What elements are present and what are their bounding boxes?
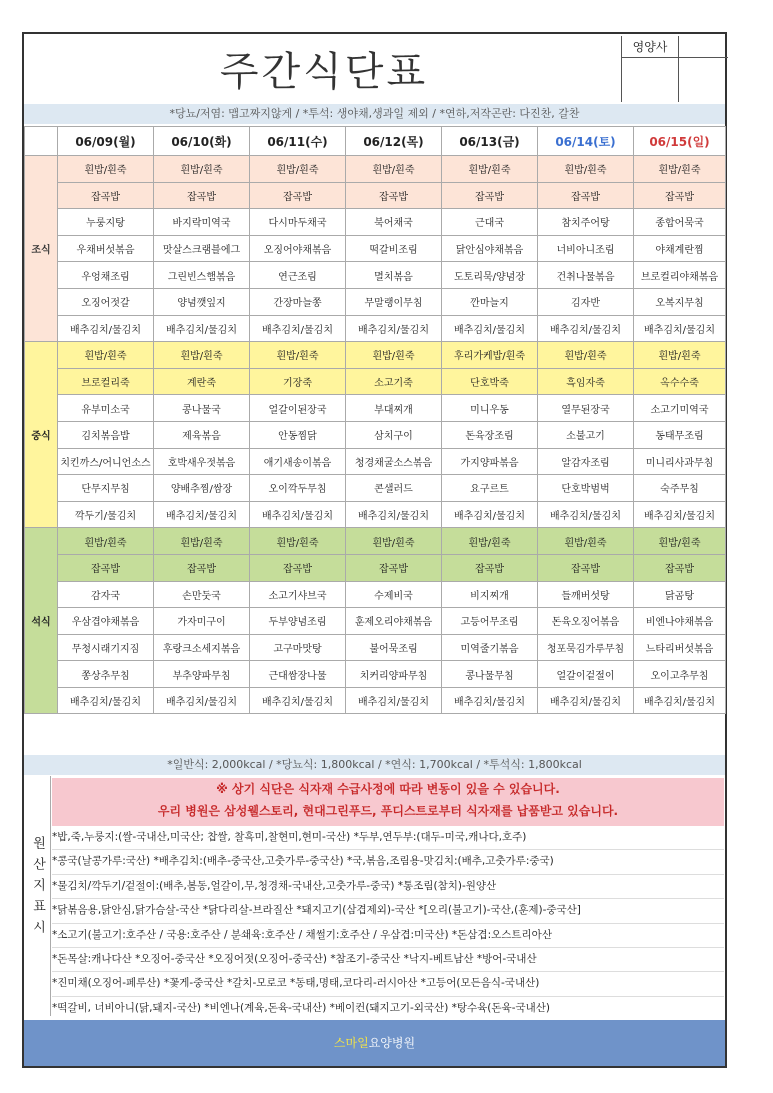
menu-cell: 청경채굴소스볶음 bbox=[346, 448, 442, 475]
origin-section bbox=[24, 776, 725, 1016]
menu-row bbox=[25, 235, 726, 262]
origin-line: *떡갈비, 너비아니(닭,돼지-국산) *비엔나(계육,돈육-국내산) *베이컨(돼지고기-외국산) *탕수육(돈육-국내산) bbox=[52, 997, 724, 1021]
menu-cell: 참치주어탕 bbox=[538, 209, 634, 236]
menu-cell: 배추김치/물김치 bbox=[154, 315, 250, 342]
menu-row bbox=[25, 288, 726, 315]
menu-row bbox=[25, 156, 726, 183]
menu-cell: 누룽지탕 bbox=[58, 209, 154, 236]
menu-row bbox=[25, 209, 726, 236]
menu-cell: 배추김치/물김치 bbox=[538, 687, 634, 714]
menu-cell: 손만둣국 bbox=[154, 581, 250, 608]
day-header: 06/11(수) bbox=[250, 127, 346, 156]
menu-cell: 단무지무침 bbox=[58, 475, 154, 502]
menu-row bbox=[25, 448, 726, 475]
menu-cell: 후랑크소세지볶음 bbox=[154, 634, 250, 661]
menu-row bbox=[25, 315, 726, 342]
menu-cell: 연근조림 bbox=[250, 262, 346, 289]
menu-row bbox=[25, 634, 726, 661]
menu-cell: 비엔나야채볶음 bbox=[634, 608, 726, 635]
menu-cell: 단호박죽 bbox=[442, 368, 538, 395]
menu-row bbox=[25, 395, 726, 422]
menu-cell: 잡곡밥 bbox=[250, 554, 346, 581]
menu-cell: 잡곡밥 bbox=[346, 554, 442, 581]
menu-cell: 소고기미역국 bbox=[634, 395, 726, 422]
menu-cell: 흰밥/흰죽 bbox=[250, 156, 346, 183]
origin-line: *돈목살:캐나다산 *오징어-중국산 *오징어젓(오징어-중국산) *참조기-중국산 *낙지-베트남산 *방어-국내산 bbox=[52, 948, 724, 972]
origin-lines bbox=[52, 826, 724, 1046]
day-header: 06/10(화) bbox=[154, 127, 250, 156]
menu-cell: 가지양파볶음 bbox=[442, 448, 538, 475]
day-header: 06/12(목) bbox=[346, 127, 442, 156]
menu-cell: 미니우동 bbox=[442, 395, 538, 422]
menu-cell: 미니리사과무침 bbox=[634, 448, 726, 475]
origin-line: *닭볶음용,닭안심,닭가슴살-국산 *닭다리살-브라질산 *돼지고기(삼겹제외)-국산 *[오리(불고기)-국산,(훈제)-중국산] bbox=[52, 899, 724, 923]
menu-row bbox=[25, 608, 726, 635]
menu-row bbox=[25, 501, 726, 528]
menu-row bbox=[25, 342, 726, 369]
menu-cell: 흰밥/흰죽 bbox=[58, 156, 154, 183]
menu-cell: 배추김치/물김치 bbox=[442, 315, 538, 342]
menu-cell: 배추김치/물김치 bbox=[154, 687, 250, 714]
menu-cell: 배추김치/물김치 bbox=[154, 501, 250, 528]
menu-cell: 배추김치/물김치 bbox=[442, 687, 538, 714]
menu-cell: 오징어젓갈 bbox=[58, 288, 154, 315]
menu-cell: 훈제오리야채볶음 bbox=[346, 608, 442, 635]
menu-cell: 배추김치/물김치 bbox=[250, 501, 346, 528]
menu-cell: 배추김치/물김치 bbox=[250, 315, 346, 342]
menu-cell: 오이고추무침 bbox=[634, 661, 726, 688]
menu-cell: 잡곡밥 bbox=[442, 554, 538, 581]
menu-cell: 맛살스크램블에그 bbox=[154, 235, 250, 262]
menu-sheet bbox=[22, 32, 727, 1068]
menu-cell: 계란죽 bbox=[154, 368, 250, 395]
menu-cell: 배추김치/물김치 bbox=[346, 315, 442, 342]
menu-cell: 흰밥/흰죽 bbox=[634, 342, 726, 369]
menu-cell: 감자국 bbox=[58, 581, 154, 608]
menu-cell: 흰밥/흰죽 bbox=[538, 156, 634, 183]
menu-cell: 삼치구이 bbox=[346, 421, 442, 448]
menu-cell: 알감자조림 bbox=[538, 448, 634, 475]
menu-cell: 배추김치/물김치 bbox=[538, 315, 634, 342]
menu-cell: 흰밥/흰죽 bbox=[634, 156, 726, 183]
menu-cell: 소고기샤브국 bbox=[250, 581, 346, 608]
menu-cell: 잡곡밥 bbox=[58, 554, 154, 581]
menu-cell: 닭안심야채볶음 bbox=[442, 235, 538, 262]
menu-cell: 근대국 bbox=[442, 209, 538, 236]
menu-cell: 흰밥/흰죽 bbox=[442, 156, 538, 183]
menu-cell: 오징어야채볶음 bbox=[250, 235, 346, 262]
signature-cell bbox=[679, 36, 728, 58]
menu-cell: 동태무조림 bbox=[634, 421, 726, 448]
menu-cell: 돈육오징어볶음 bbox=[538, 608, 634, 635]
menu-cell: 흰밥/흰죽 bbox=[634, 528, 726, 555]
menu-cell: 잡곡밥 bbox=[250, 182, 346, 209]
menu-cell: 배추김치/물김치 bbox=[250, 687, 346, 714]
menu-cell: 흰밥/흰죽 bbox=[442, 528, 538, 555]
meal-label: 중식 bbox=[25, 342, 58, 528]
menu-cell: 요구르트 bbox=[442, 475, 538, 502]
menu-cell: 미역줄기볶음 bbox=[442, 634, 538, 661]
menu-cell: 고등어무조림 bbox=[442, 608, 538, 635]
menu-cell: 흑임자죽 bbox=[538, 368, 634, 395]
menu-row bbox=[25, 262, 726, 289]
lunch-section bbox=[25, 342, 726, 528]
origin-line: *밥,죽,누룽지:(쌀-국내산,미국산; 찹쌀, 찰흑미,찰현미,현미-국산) *두부,연두부:(대두-미국,캐나다,호주) bbox=[52, 826, 724, 850]
menu-cell: 배추김치/물김치 bbox=[58, 315, 154, 342]
origin-label-text: 원산지표시 bbox=[30, 836, 45, 941]
menu-cell: 오복지무침 bbox=[634, 288, 726, 315]
weekly-menu-table bbox=[24, 126, 726, 714]
menu-cell: 무말랭이무침 bbox=[346, 288, 442, 315]
menu-cell: 느타리버섯볶음 bbox=[634, 634, 726, 661]
menu-cell: 브로컬리야채볶음 bbox=[634, 262, 726, 289]
menu-cell: 콩나물국 bbox=[154, 395, 250, 422]
page-title: 주간식단표 bbox=[219, 49, 429, 95]
menu-cell: 쫑상추무침 bbox=[58, 661, 154, 688]
menu-cell: 배추김치/물김치 bbox=[634, 501, 726, 528]
menu-cell: 깍두기/물김치 bbox=[58, 501, 154, 528]
menu-cell: 수제비국 bbox=[346, 581, 442, 608]
menu-row bbox=[25, 554, 726, 581]
menu-cell: 열무된장국 bbox=[538, 395, 634, 422]
menu-cell: 흰밥/흰죽 bbox=[346, 342, 442, 369]
menu-cell: 흰밥/흰죽 bbox=[58, 528, 154, 555]
menu-cell: 잡곡밥 bbox=[538, 554, 634, 581]
menu-cell: 잡곡밥 bbox=[154, 182, 250, 209]
menu-cell: 기장죽 bbox=[250, 368, 346, 395]
breakfast-section bbox=[25, 156, 726, 342]
menu-cell: 후리가케밥/흰죽 bbox=[442, 342, 538, 369]
menu-cell: 배추김치/물김치 bbox=[346, 687, 442, 714]
diet-notice: *당뇨/저염: 맵고짜지않게 / *투석: 생야채,생과일 제외 / *연하,저작곤란: 다진찬, 갈찬 bbox=[24, 104, 725, 124]
menu-cell: 부추양파무침 bbox=[154, 661, 250, 688]
menu-cell: 근대쌈장나물 bbox=[250, 661, 346, 688]
day-header: 06/09(월) bbox=[58, 127, 154, 156]
day-header-row bbox=[25, 127, 726, 156]
menu-cell: 깐마늘지 bbox=[442, 288, 538, 315]
menu-cell: 김자반 bbox=[538, 288, 634, 315]
menu-cell: 콘샐러드 bbox=[346, 475, 442, 502]
menu-cell: 소고기죽 bbox=[346, 368, 442, 395]
menu-row bbox=[25, 581, 726, 608]
menu-cell: 불어묵조림 bbox=[346, 634, 442, 661]
menu-cell: 돈육장조림 bbox=[442, 421, 538, 448]
warning-line: ※ 상기 식단은 식자재 수급사정에 따라 변동이 있을 수 있습니다. bbox=[216, 782, 560, 796]
menu-cell: 호박새우젓볶음 bbox=[154, 448, 250, 475]
menu-cell: 배추김치/물김치 bbox=[442, 501, 538, 528]
menu-cell: 가자미구이 bbox=[154, 608, 250, 635]
menu-cell: 배추김치/물김치 bbox=[634, 687, 726, 714]
menu-cell: 흰밥/흰죽 bbox=[538, 342, 634, 369]
menu-cell: 잡곡밥 bbox=[538, 182, 634, 209]
menu-cell: 옥수수죽 bbox=[634, 368, 726, 395]
menu-cell: 배추김치/물김치 bbox=[58, 687, 154, 714]
menu-cell: 야채계란찜 bbox=[634, 235, 726, 262]
menu-cell: 흰밥/흰죽 bbox=[538, 528, 634, 555]
meal-label: 조식 bbox=[25, 156, 58, 342]
day-header: 06/13(금) bbox=[442, 127, 538, 156]
menu-cell: 안동찜닭 bbox=[250, 421, 346, 448]
menu-cell: 흰밥/흰죽 bbox=[154, 342, 250, 369]
menu-cell: 흰밥/흰죽 bbox=[154, 528, 250, 555]
origin-line: *물김치/깍두기/겉절이:(배추,봄동,얼갈이,무,청경채-국내산,고춧가루-중국) *통조림(참치)-원양산 bbox=[52, 875, 724, 899]
menu-cell: 우엉채조림 bbox=[58, 262, 154, 289]
menu-cell: 양배추찜/쌈장 bbox=[154, 475, 250, 502]
signature-cell bbox=[622, 58, 679, 102]
origin-line: *진미채(오징어-페루산) *꽃게-중국산 *갈치-모로코 *동태,명태,코다리-러시아산 *고등어(모든음식-국내산) bbox=[52, 972, 724, 996]
menu-cell: 우삼겹야채볶음 bbox=[58, 608, 154, 635]
menu-cell: 닭곰탕 bbox=[634, 581, 726, 608]
brand-rest: 요양병원 bbox=[368, 1036, 416, 1050]
menu-cell: 간장마늘쫑 bbox=[250, 288, 346, 315]
warning-line: 우리 병원은 삼성웰스토리, 현대그린푸드, 푸디스트로부터 식자재를 납품받고 있습니다. bbox=[157, 804, 619, 818]
menu-cell: 김치볶음밥 bbox=[58, 421, 154, 448]
menu-cell: 바지락미역국 bbox=[154, 209, 250, 236]
dinner-section bbox=[25, 528, 726, 714]
menu-cell: 무청시래기지짐 bbox=[58, 634, 154, 661]
menu-cell: 너비아니조림 bbox=[538, 235, 634, 262]
origin-line: *콩국(날콩가루:국산) *배추김치:(배추-중국산,고춧가루-중국산) *국,볶음,조림용-맛김치:(배추,고춧가루:중국) bbox=[52, 850, 724, 874]
menu-cell: 도토리묵/양념장 bbox=[442, 262, 538, 289]
menu-cell: 다시마두채국 bbox=[250, 209, 346, 236]
menu-cell: 잡곡밥 bbox=[58, 182, 154, 209]
menu-cell: 고구마맛탕 bbox=[250, 634, 346, 661]
menu-row bbox=[25, 368, 726, 395]
menu-cell: 양념깻잎지 bbox=[154, 288, 250, 315]
meal-label: 석식 bbox=[25, 528, 58, 714]
menu-cell: 잡곡밥 bbox=[154, 554, 250, 581]
menu-cell: 단호박범벅 bbox=[538, 475, 634, 502]
signature-label: 영양사 bbox=[622, 36, 679, 58]
menu-cell: 잡곡밥 bbox=[634, 182, 726, 209]
menu-cell: 치커리양파무침 bbox=[346, 661, 442, 688]
menu-row bbox=[25, 475, 726, 502]
menu-cell: 비지찌개 bbox=[442, 581, 538, 608]
menu-cell: 배추김치/물김치 bbox=[538, 501, 634, 528]
menu-cell: 유부미소국 bbox=[58, 395, 154, 422]
menu-cell: 잡곡밥 bbox=[346, 182, 442, 209]
menu-row bbox=[25, 528, 726, 555]
origin-line: *소고기(불고기:호주산 / 국용:호주산 / 분쇄육:호주산 / 채썰기:호주산 / 우삼겹:미국산) *돈삼겹:오스트리아산 bbox=[52, 924, 724, 948]
menu-cell: 얼갈이된장국 bbox=[250, 395, 346, 422]
menu-cell: 숙주무침 bbox=[634, 475, 726, 502]
menu-cell: 우채버섯볶음 bbox=[58, 235, 154, 262]
corner-cell bbox=[25, 127, 58, 156]
menu-cell: 흰밥/흰죽 bbox=[346, 528, 442, 555]
menu-cell: 애기새송이볶음 bbox=[250, 448, 346, 475]
menu-cell: 북어채국 bbox=[346, 209, 442, 236]
menu-cell: 배추김치/물김치 bbox=[634, 315, 726, 342]
menu-cell: 치킨까스/어니언소스 bbox=[58, 448, 154, 475]
menu-row bbox=[25, 661, 726, 688]
menu-cell: 들깨버섯탕 bbox=[538, 581, 634, 608]
menu-cell: 흰밥/흰죽 bbox=[250, 528, 346, 555]
menu-cell: 건취나물볶음 bbox=[538, 262, 634, 289]
menu-cell: 부대찌개 bbox=[346, 395, 442, 422]
warning-box bbox=[52, 778, 724, 826]
menu-cell: 소불고기 bbox=[538, 421, 634, 448]
menu-cell: 흰밥/흰죽 bbox=[154, 156, 250, 183]
menu-cell: 오이깍두무침 bbox=[250, 475, 346, 502]
menu-cell: 브로컬리죽 bbox=[58, 368, 154, 395]
menu-row bbox=[25, 687, 726, 714]
menu-cell: 흰밥/흰죽 bbox=[58, 342, 154, 369]
menu-cell: 잡곡밥 bbox=[442, 182, 538, 209]
menu-cell: 얼갈이겉절이 bbox=[538, 661, 634, 688]
brand-highlight: 스마일 bbox=[333, 1036, 369, 1050]
day-header: 06/14(토) bbox=[538, 127, 634, 156]
calorie-note: *일반식: 2,000kcal / *당뇨식: 1,800kcal / *연식: 1,700kcal / *투석식: 1,800kcal bbox=[24, 755, 725, 775]
signature-box bbox=[621, 36, 727, 102]
menu-row bbox=[25, 421, 726, 448]
menu-cell: 멸치볶음 bbox=[346, 262, 442, 289]
menu-cell: 배추김치/물김치 bbox=[346, 501, 442, 528]
menu-cell: 흰밥/흰죽 bbox=[346, 156, 442, 183]
menu-cell: 제육볶음 bbox=[154, 421, 250, 448]
origin-label bbox=[24, 776, 51, 1016]
menu-cell: 흰밥/흰죽 bbox=[250, 342, 346, 369]
menu-cell: 종합어묵국 bbox=[634, 209, 726, 236]
menu-cell: 콩나물무침 bbox=[442, 661, 538, 688]
menu-cell: 청포묵김가루무침 bbox=[538, 634, 634, 661]
menu-cell: 그린빈스햄볶음 bbox=[154, 262, 250, 289]
title-row bbox=[24, 34, 725, 104]
menu-cell: 두부양념조림 bbox=[250, 608, 346, 635]
menu-cell: 잡곡밥 bbox=[634, 554, 726, 581]
menu-cell: 떡갈비조림 bbox=[346, 235, 442, 262]
menu-row bbox=[25, 182, 726, 209]
day-header: 06/15(일) bbox=[634, 127, 726, 156]
hospital-footer bbox=[24, 1020, 725, 1066]
